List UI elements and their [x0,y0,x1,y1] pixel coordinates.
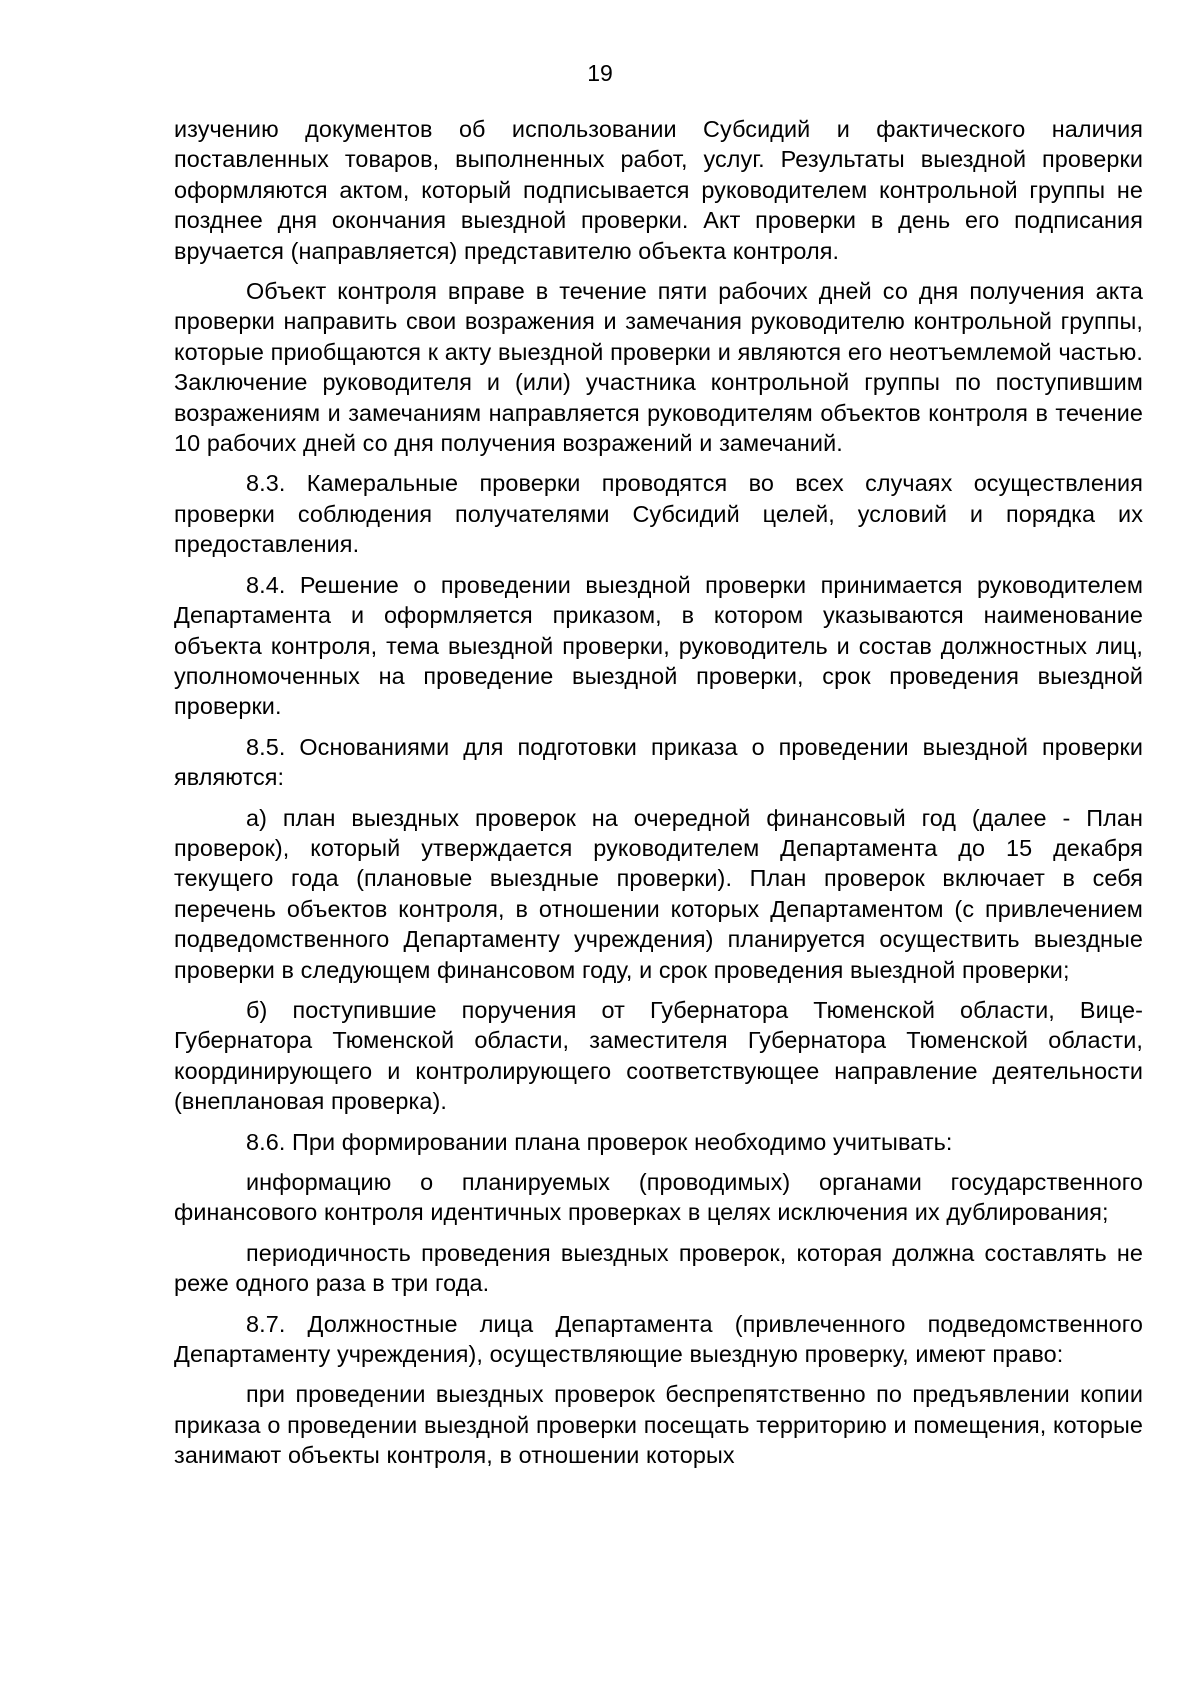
paragraph-8-4: 8.4. Решение о проведении выездной проверки принимается руководителем Департамента и оформляется приказом, в котором указываются наименование объекта контроля, тема выездной проверки, руководитель и состав должностных лиц, уполномоченных на проведение выездной проверки, срок проведения выездной проверки. [174,571,1143,720]
paragraph-8-5: 8.5. Основаниями для подготовки приказа о проведении выездной проверки являются: [174,733,1143,791]
paragraph-8-7: 8.7. Должностные лица Департамента (привлеченного подведомственного Департаменту учреждения), осуществляющие выездную проверку, имеют право: [174,1310,1143,1368]
paragraph-continuation: изучению документов об использовании Субсидий и фактического наличия поставленных товаров, выполненных работ, услуг. Результаты выездной проверки оформляются актом, который подписывается руководителем контрольной группы не позднее дня окончания выездной проверки. Акт проверки в день его подписания вручается (направляется) представителю объекта контроля. [174,116,1143,264]
paragraph-8-6-info: информацию о планируемых (проводимых) органами государственного финансового контроля идентичных проверках в целях исключения их дублирования; [174,1169,1143,1226]
paragraph-8-3: 8.3. Камеральные проверки проводятся во всех случаях осуществления проверки соблюдения получателями Субсидий целей, условий и порядка их предоставления. [174,470,1143,558]
paragraph-8-7-right: при проведении выездных проверок беспрепятственно по предъявлении копии приказа о проведении выездной проверки посещать территорию и помещения, которые занимают объекты контроля, в отношении которых [174,1381,1143,1469]
paragraph-8-5-b: б) поступившие поручения от Губернатора Тюменской области, Вице-Губернатора Тюменской области, заместителя Губернатора Тюменской области, координирующего и контролирующего соответствующее направление деятельности (внеплановая проверка). [174,996,1143,1115]
paragraph-8-6: 8.6. При формировании плана проверок необходимо учитывать: [246,1128,953,1155]
paragraph-8-5-a: а) план выездных проверок на очередной финансовый год (далее - План проверок), который утверждается руководителем Департамента до 15 декабря текущего года (плановые выездные проверки). План проверок включает в себя перечень объектов контроля, в отношении которых Департаментом (с привлечением подведомственного Департаменту учреждения) планируется осуществить выездные проверки в следующем финансовом году, и срок проведения выездной проверки; [174,804,1143,983]
paragraph-objections: Объект контроля вправе в течение пяти рабочих дней со дня получения акта проверки направить свои возражения и замечания руководителю контрольной группы, которые приобщаются к акту выездной проверки и являются его неотъемлемой частью. Заключение руководителя и (или) участника контрольной группы по поступившим возражениям и замечаниям направляется руководителям объектов контроля в течение 10 рабочих дней со дня получения возражений и замечаний. [174,278,1143,457]
document-body [174,114,1143,1481]
paragraph-8-6-periodicity: периодичность проведения выездных проверок, которая должна составлять не реже одного раза в три года. [174,1239,1143,1297]
page-number: 19 [587,60,613,86]
